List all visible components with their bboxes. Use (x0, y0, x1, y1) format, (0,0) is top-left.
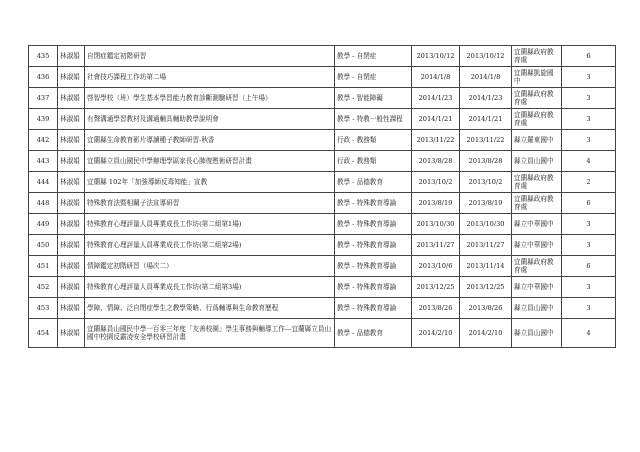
record-number-cell: 442 (29, 130, 58, 151)
end-date-cell: 2013/12/25 (460, 277, 512, 298)
end-date-cell: 2014/1/8 (460, 67, 512, 88)
end-date-cell: 2013/11/22 (460, 130, 512, 151)
course-category-cell: 教學 - 特教一般性課程 (335, 109, 412, 130)
start-date-cell: 2014/1/23 (412, 88, 460, 109)
organizer-cell: 宜蘭縣政府教育處 (512, 88, 562, 109)
hours-cell: 3 (562, 88, 616, 109)
course-title-cell: 自閉症鑑定初階研習 (85, 46, 335, 67)
record-number-cell: 448 (29, 193, 58, 214)
start-date-cell: 2013/8/19 (412, 193, 460, 214)
start-date-cell: 2013/8/26 (412, 298, 460, 319)
teacher-name-cell: 林淑娟 (58, 214, 85, 235)
start-date-cell: 2013/10/6 (412, 256, 460, 277)
course-category-cell: 教學 - 特殊教育導論 (335, 298, 412, 319)
end-date-cell: 2013/11/14 (460, 256, 512, 277)
course-category-cell: 教學 - 品德教育 (335, 319, 412, 348)
hours-cell: 3 (562, 67, 616, 88)
teacher-name-cell: 林淑娟 (58, 319, 85, 348)
table-row (29, 88, 616, 109)
course-title-cell: 特殊教育心理評量人員專業成長工作坊(第二組第1場) (85, 214, 335, 235)
end-date-cell: 2013/8/26 (460, 298, 512, 319)
teacher-name-cell: 林淑娟 (58, 109, 85, 130)
course-category-cell: 行政 - 教務類 (335, 130, 412, 151)
teacher-name-cell: 林淑娟 (58, 235, 85, 256)
table-row (29, 193, 616, 214)
course-category-cell: 教學 - 特殊教育導論 (335, 193, 412, 214)
course-title-cell: 宜蘭縣生命教育影片導讀種子教師研習-秋香 (85, 130, 335, 151)
training-records-table (28, 45, 616, 348)
record-number-cell: 435 (29, 46, 58, 67)
course-category-cell: 教學 - 特殊教育導論 (335, 214, 412, 235)
hours-cell: 2 (562, 172, 616, 193)
start-date-cell: 2013/11/22 (412, 130, 460, 151)
table-row (29, 256, 616, 277)
end-date-cell: 2013/10/12 (460, 46, 512, 67)
record-number-cell: 451 (29, 256, 58, 277)
teacher-name-cell: 林淑娟 (58, 256, 85, 277)
teacher-name-cell: 林淑娟 (58, 277, 85, 298)
course-title-cell: 宜蘭縣員山國民中學一百零三年度「友善校園」學生事務與輔導工作---宜蘭縣立員山國中校園反霸凌安全學校研習計畫 (85, 319, 335, 348)
teacher-name-cell: 林淑娟 (58, 193, 85, 214)
table-row (29, 235, 616, 256)
organizer-cell: 宜蘭縣政府教育處 (512, 109, 562, 130)
hours-cell: 6 (562, 256, 616, 277)
record-number-cell: 436 (29, 67, 58, 88)
end-date-cell: 2013/10/2 (460, 172, 512, 193)
table-row (29, 46, 616, 67)
course-title-cell: 宜蘭縣立員山國民中學辦理學區家長心肺復甦術研習計畫 (85, 151, 335, 172)
record-number-cell: 444 (29, 172, 58, 193)
course-title-cell: 特殊教育法暨相關子法宣導研習 (85, 193, 335, 214)
table-row (29, 298, 616, 319)
table-row (29, 172, 616, 193)
teacher-name-cell: 林淑娟 (58, 88, 85, 109)
end-date-cell: 2013/11/27 (460, 235, 512, 256)
course-category-cell: 教學 - 品德教育 (335, 172, 412, 193)
teacher-name-cell: 林淑娟 (58, 67, 85, 88)
teacher-name-cell: 林淑娟 (58, 172, 85, 193)
record-number-cell: 450 (29, 235, 58, 256)
organizer-cell: 縣立員山國中 (512, 151, 562, 172)
course-title-cell: 宜蘭縣 102年「加強導師反毒知能」宣教 (85, 172, 335, 193)
course-title-cell: 啓智學校（班）學生基本學習能力教育診斷測驗研習（上午場） (85, 88, 335, 109)
organizer-cell: 宜蘭縣凱旋國中 (512, 67, 562, 88)
table-row (29, 109, 616, 130)
hours-cell: 6 (562, 46, 616, 67)
end-date-cell: 2014/1/23 (460, 88, 512, 109)
table-row (29, 319, 616, 348)
course-title-cell: 學障、情障、泛自閉症學生之教學策略、行爲輔導與生命教育歷程 (85, 298, 335, 319)
table-row (29, 67, 616, 88)
organizer-cell: 宜蘭縣政府教育處 (512, 172, 562, 193)
record-number-cell: 439 (29, 109, 58, 130)
end-date-cell: 2014/1/21 (460, 109, 512, 130)
hours-cell: 4 (562, 319, 616, 348)
organizer-cell: 縣立中華國中 (512, 277, 562, 298)
course-category-cell: 教學 - 特殊教育導論 (335, 256, 412, 277)
record-number-cell: 443 (29, 151, 58, 172)
table-row (29, 151, 616, 172)
course-category-cell: 教學 - 智能障礙 (335, 88, 412, 109)
hours-cell: 3 (562, 235, 616, 256)
end-date-cell: 2014/2/10 (460, 319, 512, 348)
start-date-cell: 2013/11/27 (412, 235, 460, 256)
course-category-cell: 行政 - 教務類 (335, 151, 412, 172)
course-title-cell: 有聲溝通學習教材及溝通輔具輔助教學說明會 (85, 109, 335, 130)
start-date-cell: 2014/2/10 (412, 319, 460, 348)
end-date-cell: 2013/8/28 (460, 151, 512, 172)
course-category-cell: 教學 - 自閉症 (335, 67, 412, 88)
organizer-cell: 宜蘭縣政府教育處 (512, 256, 562, 277)
record-number-cell: 454 (29, 319, 58, 348)
table-body (29, 46, 616, 348)
start-date-cell: 2014/1/21 (412, 109, 460, 130)
course-title-cell: 特殊教育心理評量人員專業成長工作坊(第二組第3場) (85, 277, 335, 298)
course-title-cell: 情障鑑定初階研習（場次二） (85, 256, 335, 277)
table-row (29, 277, 616, 298)
course-category-cell: 教學 - 特殊教育導論 (335, 277, 412, 298)
course-category-cell: 教學 - 自閉症 (335, 46, 412, 67)
start-date-cell: 2013/10/2 (412, 172, 460, 193)
teacher-name-cell: 林淑娟 (58, 298, 85, 319)
hours-cell: 3 (562, 130, 616, 151)
end-date-cell: 2013/8/19 (460, 193, 512, 214)
teacher-name-cell: 林淑娟 (58, 130, 85, 151)
hours-cell: 3 (562, 298, 616, 319)
course-title-cell: 社會技巧課程工作坊第二場 (85, 67, 335, 88)
teacher-name-cell: 林淑娟 (58, 151, 85, 172)
start-date-cell: 2013/10/12 (412, 46, 460, 67)
organizer-cell: 縣立中華國中 (512, 235, 562, 256)
table-row (29, 214, 616, 235)
hours-cell: 3 (562, 214, 616, 235)
hours-cell: 3 (562, 277, 616, 298)
organizer-cell: 縣立中華國中 (512, 214, 562, 235)
organizer-cell: 縣立羅東國中 (512, 130, 562, 151)
start-date-cell: 2014/1/8 (412, 67, 460, 88)
organizer-cell: 縣立員山國中 (512, 298, 562, 319)
organizer-cell: 縣立員山國中 (512, 319, 562, 348)
organizer-cell: 宜蘭縣政府教育處 (512, 46, 562, 67)
start-date-cell: 2013/8/28 (412, 151, 460, 172)
record-number-cell: 449 (29, 214, 58, 235)
hours-cell: 4 (562, 151, 616, 172)
end-date-cell: 2013/10/30 (460, 214, 512, 235)
hours-cell: 3 (562, 109, 616, 130)
organizer-cell: 宜蘭縣政府教育處 (512, 193, 562, 214)
record-number-cell: 452 (29, 277, 58, 298)
course-title-cell: 特殊教育心理評量人員專業成長工作坊(第二組第2場) (85, 235, 335, 256)
table-row (29, 130, 616, 151)
hours-cell: 6 (562, 193, 616, 214)
record-number-cell: 453 (29, 298, 58, 319)
course-category-cell: 教學 - 特殊教育導論 (335, 235, 412, 256)
record-number-cell: 437 (29, 88, 58, 109)
start-date-cell: 2013/12/25 (412, 277, 460, 298)
start-date-cell: 2013/10/30 (412, 214, 460, 235)
teacher-name-cell: 林淑娟 (58, 46, 85, 67)
